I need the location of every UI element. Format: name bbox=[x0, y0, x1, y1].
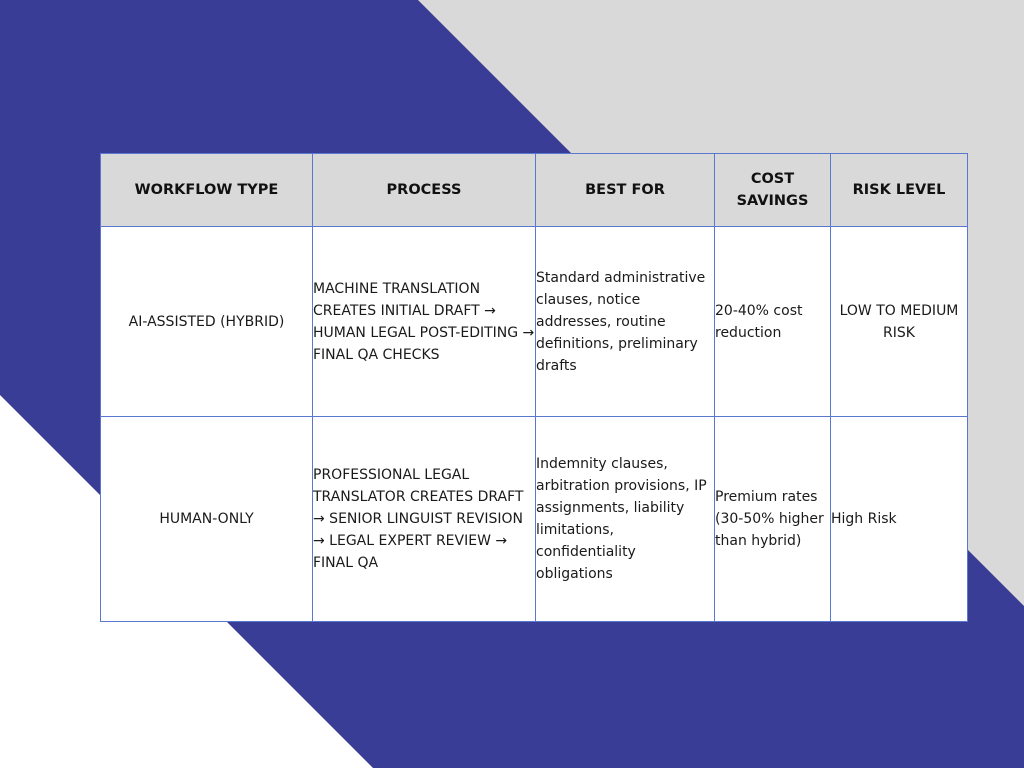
cell-best-for: Standard administrative clauses, notice addresses, routine definitions, preliminary drafts bbox=[536, 227, 715, 417]
cell-best-for: Indemnity clauses, arbitration provisions, IP assignments, liability limitations, confidentiality obligations bbox=[536, 417, 715, 622]
header-best-for: BEST FOR bbox=[536, 154, 715, 227]
workflow-comparison-table bbox=[100, 153, 968, 622]
table-row bbox=[101, 227, 968, 417]
cell-process: PROFESSIONAL LEGAL TRANSLATOR CREATES DRAFT → SENIOR LINGUIST REVISION → LEGAL EXPERT REVIEW → FINAL QA bbox=[313, 417, 536, 622]
cell-workflow-type: AI-ASSISTED (HYBRID) bbox=[101, 227, 313, 417]
cell-process: MACHINE TRANSLATION CREATES INITIAL DRAFT → HUMAN LEGAL POST-EDITING → FINAL QA CHECKS bbox=[313, 227, 536, 417]
table-header-row bbox=[101, 154, 968, 227]
cell-cost-savings: 20-40% cost reduction bbox=[715, 227, 831, 417]
header-cost-savings: COST SAVINGS bbox=[715, 154, 831, 227]
cell-cost-savings: Premium rates (30-50% higher than hybrid) bbox=[715, 417, 831, 622]
header-risk-level: RISK LEVEL bbox=[831, 154, 968, 227]
header-workflow-type: WORKFLOW TYPE bbox=[101, 154, 313, 227]
header-process: PROCESS bbox=[313, 154, 536, 227]
cell-workflow-type: HUMAN-ONLY bbox=[101, 417, 313, 622]
cell-risk-level: High Risk bbox=[831, 417, 968, 622]
table-row bbox=[101, 417, 968, 622]
cell-risk-level: LOW TO MEDIUM RISK bbox=[831, 227, 968, 417]
